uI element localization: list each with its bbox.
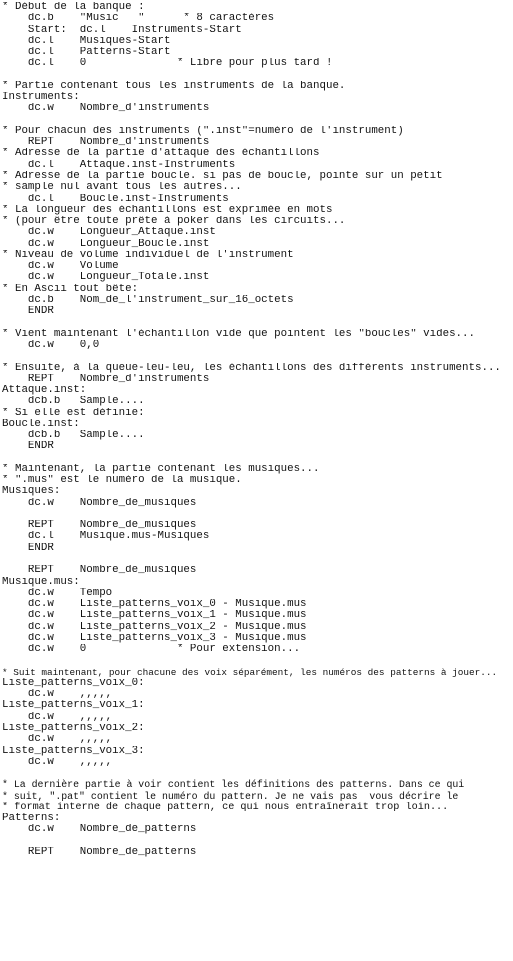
code-line: * Adresse de la partie d'attaque des échantillons [2,148,320,160]
code-line: dc.w ,,,,, [2,756,113,768]
code-line: * ".mus" est le numéro de la musique. [2,475,242,487]
code-line: dc.l Patterns-Start [2,47,171,59]
code-line: dc.w ,,,,, [2,689,113,701]
code-line: * Partie contenant tous les instruments de la banque. [2,80,346,92]
code-line: Liste_patterns_voix_0: [2,677,145,689]
code-line: Liste_patterns_voix_1: [2,700,145,712]
blank-line [2,836,513,847]
code-line: * Si elle est définie: [2,407,145,419]
code-line: REPT Nombre_d'instruments [2,137,210,149]
code-line: dc.w Longueur_Totale.inst [2,272,210,284]
code-line: * Ensuite, à la queue-leu-leu, les échantillons des différents instruments... [2,362,501,374]
code-line: * Suit maintenant, pour chacune des voix séparément, les numéros des patterns à jouer... [2,666,498,678]
code-line: ENDR [2,306,54,318]
code-line: dc.l 0 * Libre pour plus tard ! [2,58,333,70]
code-line: REPT Nombre_de_musiques [2,520,197,532]
code-line: * Vient maintenant l'échantillon vide que pointent les "boucles" vides... [2,328,475,340]
code-line: dc.w Tempo [2,587,113,599]
blank-line [2,655,513,666]
code-line: * suit, ".pat" contient le numéro du pattern. Je ne vais pas vous décrire le [2,790,459,802]
code-line: ENDR [2,542,54,554]
code-line: dc.w Liste_patterns_voix_2 - Musique.mus [2,621,307,633]
code-line: Instruments: [2,92,80,104]
code-line: REPT Nombre_de_musiques [2,565,197,577]
code-line: REPT Nombre_de_patterns [2,846,197,858]
code-line: dc.w Volume [2,261,119,273]
blank-line [2,768,513,779]
blank-line [2,70,513,81]
code-line: * format interne de chaque pattern, ce qui nous entraînerait trop loin... [2,801,449,813]
code-line: * Maintenant, la partie contenant les musiques... [2,463,320,475]
code-line: dcb.b Sample.... [2,396,145,408]
code-line: dc.w ,,,,, [2,711,113,723]
code-line: * En Ascii tout bête: [2,283,139,295]
code-line: dc.w ,,,,, [2,734,113,746]
code-line: dc.b Nom_de_l'instrument_sur_16_octets [2,294,294,306]
code-line: dc.w 0 * Pour extension... [2,644,301,656]
code-line: dc.w Nombre_de_musiques [2,497,197,509]
code-line: Attaque.inst: [2,385,87,397]
code-line: Boucle.inst: [2,418,80,430]
blank-line [2,115,513,126]
code-line: * (pour être toute prête à poker dans les circuits... [2,216,346,228]
code-line: dc.l Boucle.inst-Instruments [2,193,229,205]
code-line: dc.w Liste_patterns_voix_3 - Musique.mus [2,632,307,644]
code-line: dc.w Longueur_Boucle.inst [2,238,210,250]
code-line: * Niveau de volume individuel de l'instrument [2,249,294,261]
code-line: Start: dc.l Instruments-Start [2,24,242,36]
blank-line [2,554,513,565]
code-line: * Début de la banque : [2,2,145,13]
code-line: dc.l Attaque.inst-Instruments [2,159,236,171]
code-line: dc.w Liste_patterns_voix_0 - Musique.mus [2,599,307,611]
code-line: * La longueur des échantillons est exprimée en mots [2,204,333,216]
blank-line [2,509,513,520]
code-line: Musiques: [2,486,61,498]
code-line: * sample nul avant tous les autres... [2,182,242,194]
code-line: dc.b "Music " * 8 caractères [2,13,275,25]
code-line: * Adresse de la partie boucle. si pas de boucle, pointe sur un petit [2,170,443,182]
code-line: * La dernière partie à voir contient les définitions des patterns. Dans ce qui [2,779,465,791]
code-line: dc.w Nombre_d'instruments [2,103,210,115]
blank-line [2,317,513,328]
code-line: Patterns: [2,813,61,825]
code-line: dc.w Longueur_Attaque.inst [2,227,216,239]
code-line: Musique.mus: [2,576,80,588]
code-line: dc.w Liste_patterns_voix_1 - Musique.mus [2,610,307,622]
code-line: dc.w 0,0 [2,339,100,351]
blank-line [2,351,513,362]
code-line: dc.l Musiques-Start [2,35,171,47]
code-line: dc.w Nombre_de_patterns [2,824,197,836]
code-line: Liste_patterns_voix_3: [2,745,145,757]
code-line: * Pour chacun des instruments (".inst"=numéro de l'instrument) [2,125,404,137]
code-line: REPT Nombre_d'instruments [2,373,210,385]
code-line: dc.l Musique.mus-Musiques [2,531,210,543]
blank-line [2,453,513,464]
code-line: dcb.b Sample.... [2,430,145,442]
code-line: ENDR [2,441,54,453]
code-line: Liste_patterns_voix_2: [2,723,145,734]
